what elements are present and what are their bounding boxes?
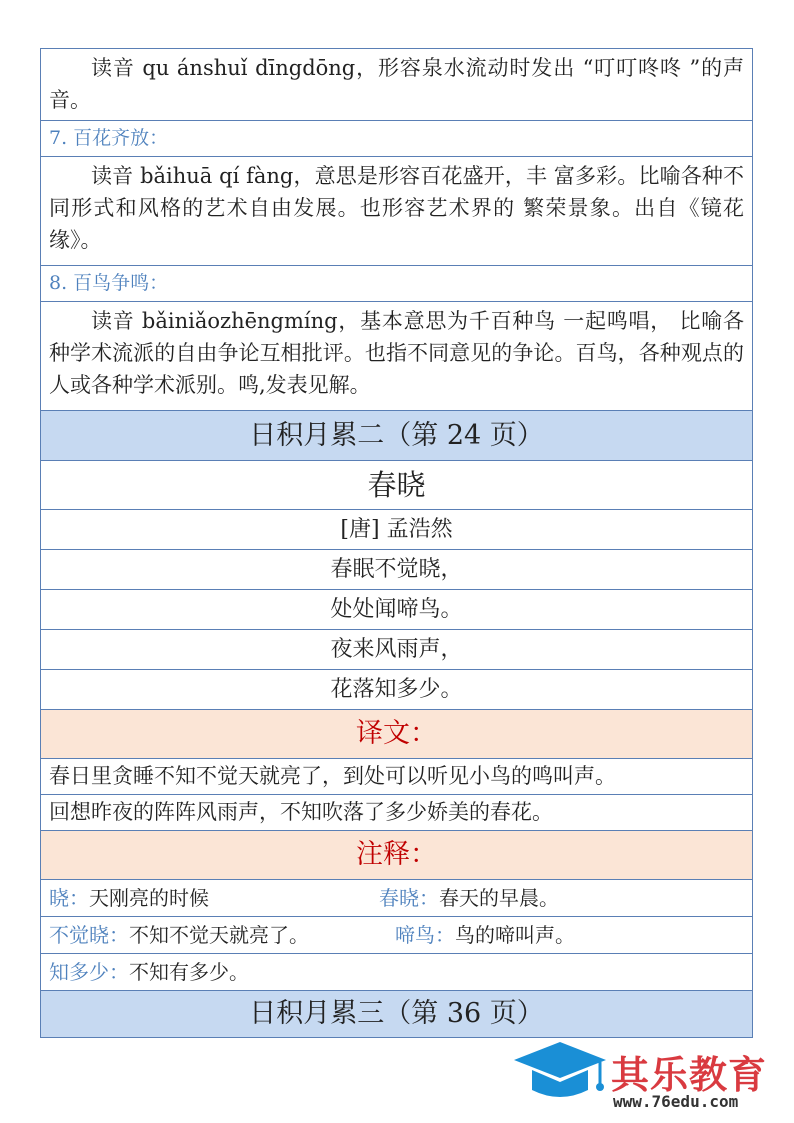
- idiom-8-explanation: 读音 bǎiniǎozhēngmíng，基本意思为千百种鸟 一起鸣唱， 比喻各种学术流派的自由争论互相批评。也指不同意见的争论。百鸟，各种观点的人或各种学术派别。鸣,发表见解。: [40, 302, 753, 411]
- note-term: 啼鸟：: [395, 923, 455, 947]
- content-table: [40, 48, 753, 1038]
- note-pair-right: [379, 880, 559, 916]
- section-2-heading: 日积月累二（第 24 页）: [40, 411, 753, 461]
- graduation-cap-icon: [510, 1040, 610, 1116]
- translation-heading: 译文：: [40, 710, 753, 759]
- idiom-7-explanation: 读音 bǎihuā qí fàng，意思是形容百花盛开，丰 富多彩。比喻各种不同形式和风格的艺术自由发展。也形容艺术界的 繁荣景象。出自《镜花缘》。: [40, 157, 753, 266]
- note-definition: 不知有多少。: [129, 960, 249, 984]
- note-definition: 天刚亮的时候: [89, 886, 209, 910]
- brand-logo: [510, 1040, 790, 1120]
- notes-heading: 注释：: [40, 831, 753, 880]
- poem-author: [唐] 孟浩然: [40, 510, 753, 550]
- note-pair-right: [395, 917, 575, 953]
- idiom-8-label: 8. 百鸟争鸣：: [40, 266, 753, 302]
- translation-line: 春日里贪睡不知不觉天就亮了，到处可以听见小鸟的鸣叫声。: [40, 759, 753, 795]
- poem-line: 春眠不觉晓，: [40, 550, 753, 590]
- note-definition: 春天的早晨。: [439, 886, 559, 910]
- poem-line: 花落知多少。: [40, 670, 753, 710]
- note-row: [40, 917, 753, 954]
- poem-line: 夜来风雨声，: [40, 630, 753, 670]
- translation-line: 回想昨夜的阵阵风雨声，不知吹落了多少娇美的春花。: [40, 795, 753, 831]
- note-term: 知多少：: [49, 960, 129, 984]
- idiom-6-explanation: 读音 qu ánshuǐ dīngdōng，形容泉水流动时发出 “叮叮咚咚 ”的声音。: [40, 48, 753, 121]
- note-term: 晓：: [49, 886, 89, 910]
- section-3-heading: 日积月累三（第 36 页）: [40, 991, 753, 1038]
- idiom-7-label: 7. 百花齐放：: [40, 121, 753, 157]
- note-definition: 不知不觉天就亮了。: [129, 923, 309, 947]
- brand-url[interactable]: www.76edu.com: [613, 1092, 739, 1111]
- note-term: 春晓：: [379, 886, 439, 910]
- brand-name: 其乐教育: [611, 1053, 768, 1097]
- note-row: [40, 954, 753, 991]
- poem-line: 处处闻啼鸟。: [40, 590, 753, 630]
- note-term: 不觉晓：: [49, 923, 129, 947]
- poem-title: 春晓: [40, 461, 753, 510]
- note-row: [40, 880, 753, 917]
- note-definition: 鸟的啼叫声。: [455, 923, 575, 947]
